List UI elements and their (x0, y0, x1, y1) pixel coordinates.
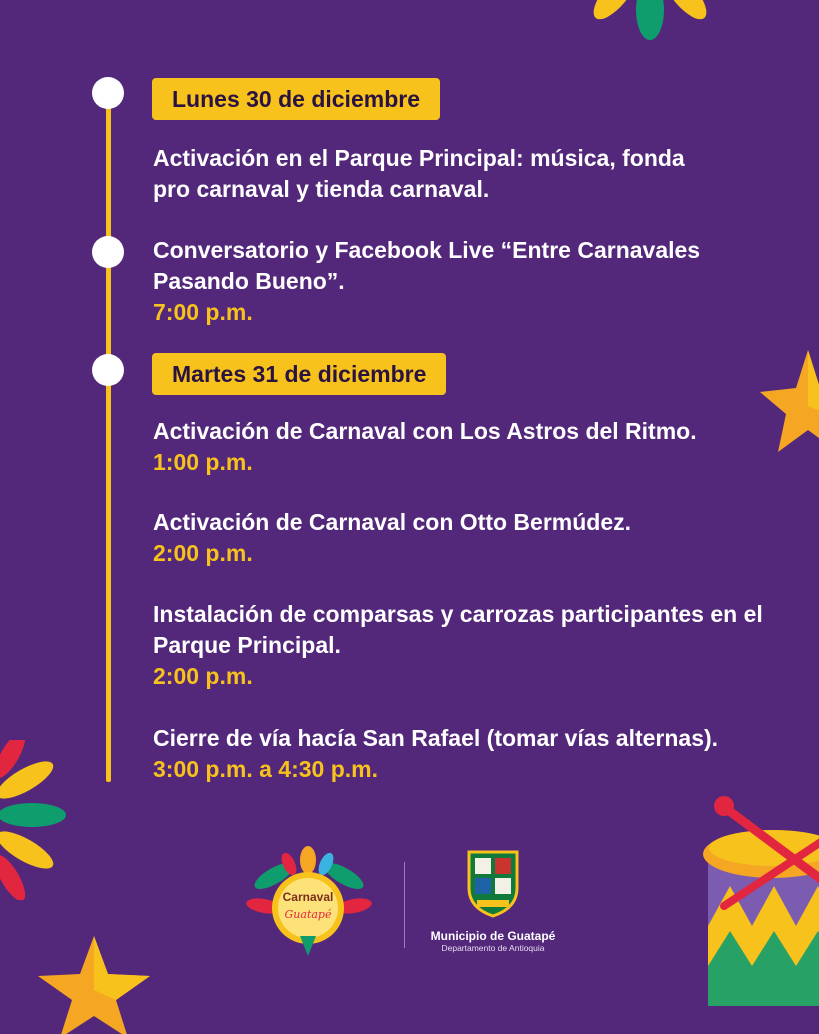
date-label-day-2: Martes 31 de diciembre (152, 353, 446, 395)
event-item (153, 235, 773, 328)
municipio-logo (420, 848, 566, 954)
event-time: 3:00 p.m. a 4:30 p.m. (153, 754, 773, 785)
coat-of-arms-icon (463, 848, 523, 918)
event-time: 1:00 p.m. (153, 447, 773, 478)
event-text: Activación de Carnaval con Los Astros del Ritmo. (153, 416, 773, 447)
timeline-line (106, 92, 111, 782)
event-text: Activación en el Parque Principal: música, fonda pro carnaval y tienda carnaval. (153, 143, 723, 205)
svg-text:Guatapé: Guatapé (285, 908, 332, 921)
svg-text:Carnaval: Carnaval (283, 890, 334, 904)
event-item (153, 507, 773, 569)
flower-icon (560, 0, 740, 70)
timeline-dot (92, 354, 124, 386)
star-icon (34, 934, 154, 1034)
municipio-department: Departamento de Antioquia (420, 943, 566, 954)
event-item (153, 416, 773, 478)
event-time: 2:00 p.m. (153, 661, 773, 692)
event-time: 7:00 p.m. (153, 297, 773, 328)
event-item (153, 143, 773, 205)
event-text: Conversatorio y Facebook Live “Entre Carnavales Pasando Bueno”. (153, 235, 743, 297)
drum-icon (700, 796, 819, 1024)
event-item (153, 599, 773, 692)
timeline-dot (92, 77, 124, 109)
timeline-dot (92, 236, 124, 268)
event-text: Cierre de vía hacía San Rafael (tomar vías alternas). (153, 723, 793, 754)
date-label-day-1: Lunes 30 de diciembre (152, 78, 440, 120)
carnaval-logo (244, 846, 372, 962)
flower-icon (0, 740, 80, 900)
event-time: 2:00 p.m. (153, 538, 773, 569)
event-text: Activación de Carnaval con Otto Bermúdez. (153, 507, 773, 538)
event-item (153, 723, 773, 785)
event-text: Instalación de comparsas y carrozas participantes en el Parque Principal. (153, 599, 778, 661)
footer-divider (404, 862, 405, 948)
municipio-name: Municipio de Guatapé (420, 929, 566, 943)
